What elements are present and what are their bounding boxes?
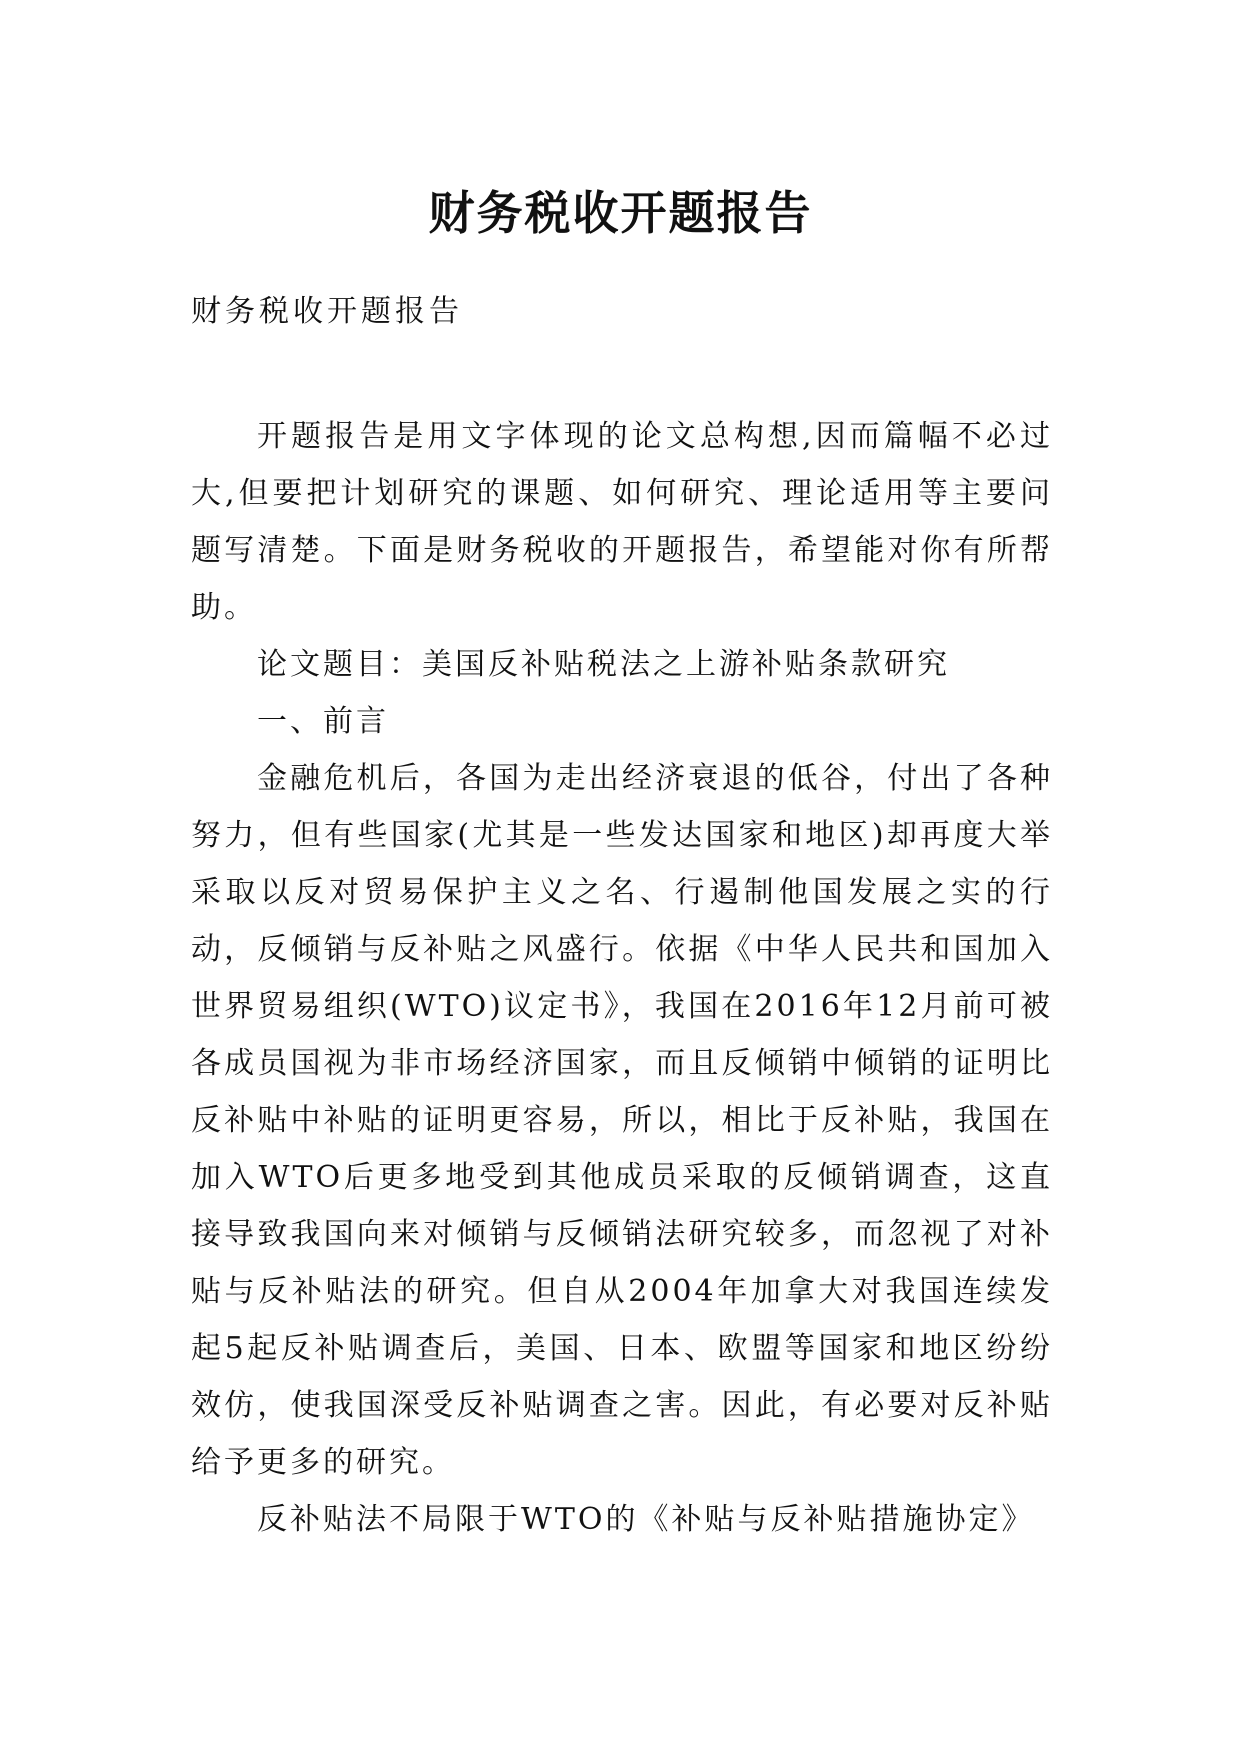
paragraph-continued: 反补贴法不局限于WTO的《补贴与反补贴措施协定》 bbox=[257, 1502, 1035, 1537]
paragraph-background: 金融危机后，各国为走出经济衰退的低谷，付出了各种努力，但有些国家(尤其是一些发达国家和地区)却再度大举采取以反对贸易保护主义之名、行遏制他国发展之实的行动，反倾销与反补贴之风盛行。依据《中华人民共和国加入世界贸易组织(WTO)议定书》，我国在2016年12月前可被各成员国视为非市场经济国家，而且反倾销中倾销的证明比反补贴中补贴的证明更容易，所以，相比于反补贴，我国在加入WTO后更多地受到其他成员采取的反倾销调查，这直接导致我国向来对倾销与反倾销法研究较多，而忽视了对补贴与反补贴法的研究。但自从2004年加拿大对我国连续发起5起反补贴调查后，美国、日本、欧盟等国家和地区纷纷效仿，使我国深受反补贴调查之害。因此，有必要对反补贴给予更多的研究。 bbox=[191, 761, 1053, 1480]
document-body bbox=[191, 408, 1053, 1548]
paragraph-intro: 开题报告是用文字体现的论文总构想,因而篇幅不必过大,但要把计划研究的课题、如何研究、理论适用等主要问题写清楚。下面是财务税收的开题报告，希望能对你有所帮助。 bbox=[191, 419, 1053, 625]
document-subtitle: 财务税收开题报告 bbox=[191, 294, 463, 329]
section-heading-preface: 一、前言 bbox=[257, 704, 389, 739]
paragraph-thesis-title: 论文题目：美国反补贴税法之上游补贴条款研究 bbox=[257, 647, 950, 682]
document-title: 财务税收开题报告 bbox=[428, 185, 813, 240]
